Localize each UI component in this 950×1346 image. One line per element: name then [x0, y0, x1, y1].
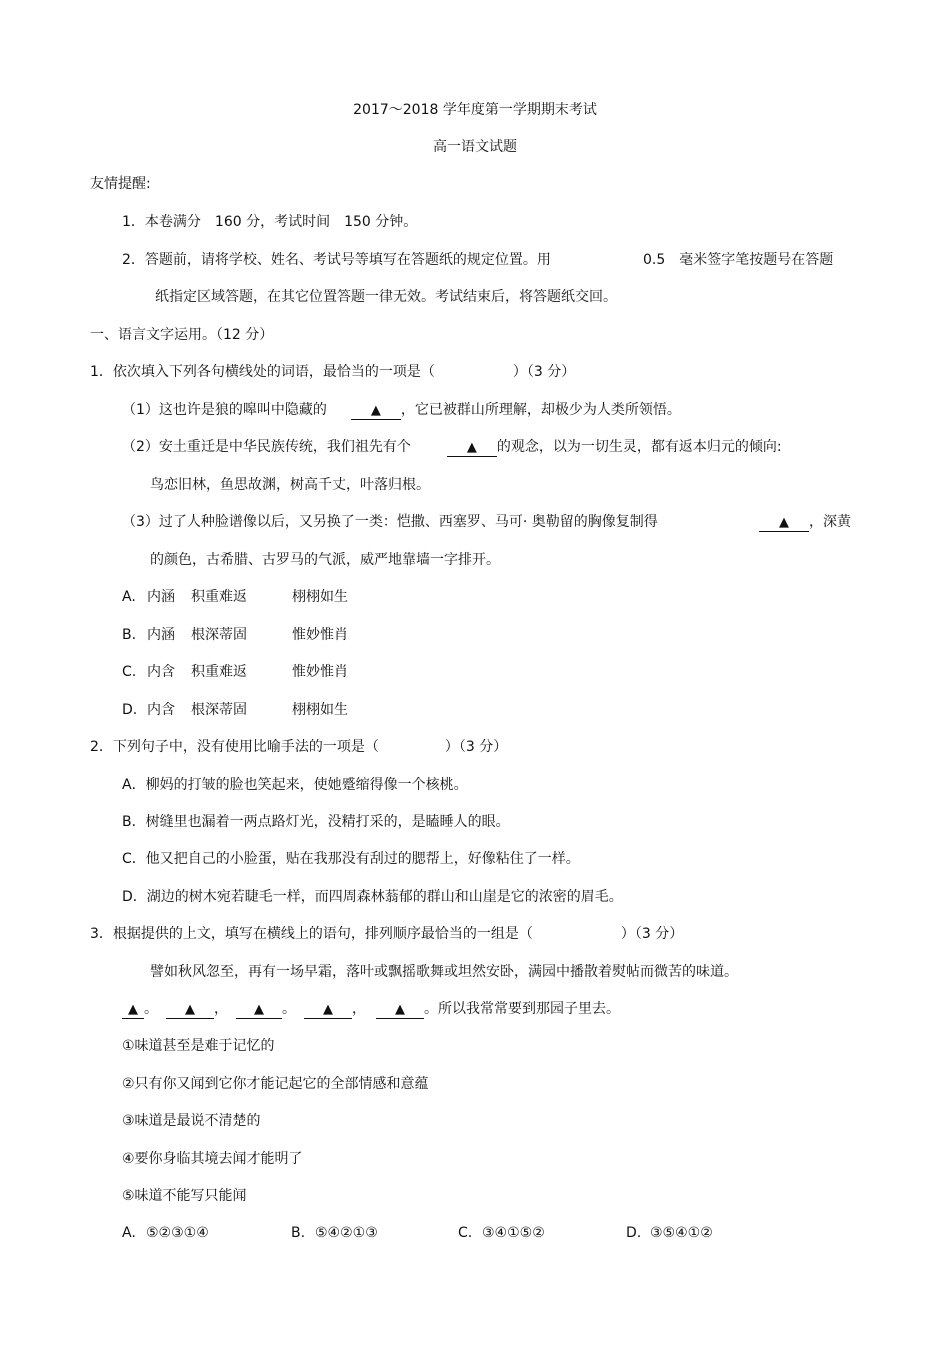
q3-item-1: ①味道甚至是难于记忆的: [122, 1038, 275, 1054]
answer-blank: [236, 1001, 282, 1019]
q1-sentence-2-continuation: 鸟恋旧林，鱼思故渊，树高千丈，叶落归根。: [150, 477, 430, 493]
exam-title: 2017～2018 学年度第一学期期末考试: [353, 102, 597, 118]
q1-sentence-1: [122, 401, 681, 420]
triangle-marker-icon: ▲: [395, 1002, 405, 1017]
triangle-marker-icon: ▲: [128, 1002, 138, 1017]
exam-subtitle: 高一语文试题: [433, 139, 517, 155]
q1-score: ）（3 分）: [512, 364, 576, 380]
q1-sentence-3-text-a: （3）过了人种脸谱像以后，又另换了一类：恺撒、西塞罗、马可· 奥勒留的胸像复制得: [122, 514, 658, 530]
answer-blank: [304, 1001, 352, 1019]
section-heading: 一、语言文字运用。（12 分）: [90, 327, 274, 343]
answer-blank: [166, 1001, 214, 1019]
q3-stem: [90, 925, 683, 943]
q3-tail-text: 。所以我常常要到那园子里去。: [424, 1001, 620, 1017]
q1-sentence-3: [122, 513, 658, 531]
q2-option-c: C．他又把自己的小脸蛋，贴在我那没有刮过的腮帮上，好像粘住了一样。: [122, 851, 580, 867]
q1-stem-text: 1．依次填入下列各句横线处的词语，最恰当的一项是（: [90, 364, 435, 380]
q2-option-a: A．柳妈的打皱的脸也笑起来，使她蹙缩得像一个核桃。: [122, 777, 468, 793]
q1-sentence-3-text-b: ，深黄: [809, 514, 851, 530]
q3-blanks-line: ▲ 。 ▲ ， ▲ 。 ▲ ， ▲ 。所以我常常要到那园子里去。: [122, 1000, 620, 1019]
q3-item-5: ⑤味道不能写只能闻: [122, 1188, 247, 1204]
q1-sentence-2-text-a: （2）安土重迁是中华民族传统，我们祖先有个: [122, 439, 411, 455]
q1-option-a: A. 内涵 积重难返 栩栩如生: [122, 589, 348, 605]
q1-sentence-2-text-b: 的观念，以为一切生灵，都有返本归元的倾向:: [496, 439, 782, 455]
q2-stem: [90, 738, 507, 756]
reminder-item-2-part-a: 2．答题前，请将学校、姓名、考试号等填写在答题纸的规定位置。用: [122, 252, 551, 268]
reminder-item-2: [122, 251, 551, 269]
q3-item-4: ④要你身临其境去闻才能明了: [122, 1151, 303, 1167]
reminder-item-2-part-c: 纸指定区域答题，在其它位置答题一律无效。考试结束后，将答题纸交回。: [155, 289, 617, 305]
answer-blank: [376, 1001, 424, 1019]
q2-option-d: D．湖边的树木宛若睫毛一样，而四周森林蓊郁的群山和山崖是它的浓密的眉毛。: [122, 889, 623, 905]
q3-item-2: ②只有你又闻到它你才能记起它的全部情感和意蕴: [122, 1076, 429, 1092]
q2-option-b: B．树缝里也漏着一两点路灯光，没精打采的，是瞌睡人的眼。: [122, 814, 510, 830]
q1-sentence-2: [122, 438, 782, 457]
q3-context: 譬如秋风忽至，再有一场早霜，落叶或飘摇歌舞或坦然安卧，满园中播散着熨帖而微苦的味道。: [150, 964, 738, 980]
q3-item-3: ③味道是最说不清楚的: [122, 1113, 261, 1129]
reminder-item-2-part-b: 0.5 毫米签字笔按题号在答题: [643, 252, 834, 268]
q1-sentence-3-continuation: 的颜色，古希腊、古罗马的气派，威严地靠墙一字排开。: [150, 552, 500, 568]
triangle-marker-icon: ▲: [323, 1002, 333, 1017]
answer-blank: [122, 1001, 144, 1019]
q2-stem-text: 2．下列句子中，没有使用比喻手法的一项是（: [90, 739, 379, 755]
triangle-marker-icon: ▲: [779, 515, 789, 530]
q3-choice-c: C. ③④①⑤②: [458, 1225, 545, 1241]
q3-stem-text: 3．根据提供的上文，填写在横线上的语句，排列顺序最恰当的一组是（: [90, 926, 533, 942]
reminder-item-1: 1．本卷满分 160 分，考试时间 150 分钟。: [122, 214, 418, 230]
q1-option-b: B. 内涵 根深蒂固 惟妙惟肖: [122, 627, 348, 643]
answer-blank: [351, 402, 401, 420]
triangle-marker-icon: ▲: [185, 1002, 195, 1017]
q3-choice-d: D. ③⑤④①②: [626, 1225, 713, 1241]
q1-option-c: C. 内含 积重难返 惟妙惟肖: [122, 664, 348, 680]
q1-sentence-3-end: [759, 513, 851, 532]
triangle-marker-icon: ▲: [370, 403, 381, 418]
q3-score: ）（3 分）: [620, 926, 684, 942]
triangle-marker-icon: ▲: [254, 1002, 264, 1017]
q1-option-d: D. 内含 根深蒂固 栩栩如生: [122, 702, 348, 718]
q2-score: ）（3 分）: [444, 739, 508, 755]
reminder-heading: 友情提醒:: [90, 176, 151, 192]
triangle-marker-icon: ▲: [466, 440, 477, 455]
q3-choice-b: B. ⑤④②①③: [291, 1225, 378, 1241]
q3-choice-a: A. ⑤②③①④: [122, 1225, 209, 1241]
answer-blank: [759, 514, 809, 532]
answer-blank: [447, 439, 497, 457]
q1-stem: [90, 363, 575, 381]
q1-sentence-1-text-b: ，它已被群山所理解，却极少为人类所领悟。: [400, 402, 681, 418]
q1-sentence-1-text-a: （1）这也许是狼的嗥叫中隐藏的: [122, 402, 327, 418]
